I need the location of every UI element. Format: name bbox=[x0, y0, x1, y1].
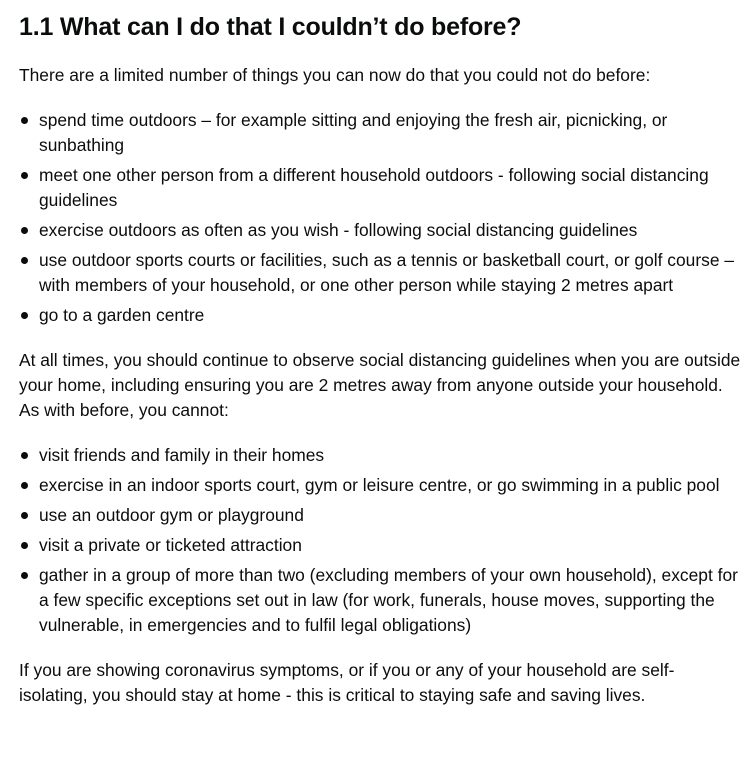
list-item bbox=[19, 503, 741, 528]
list-item bbox=[19, 303, 741, 328]
list-item bbox=[19, 108, 741, 158]
intro-paragraph: There are a limited number of things you can now do that you could not do before: bbox=[19, 65, 651, 85]
closing-paragraph: If you are showing coronavirus symptoms, or if you or any of your household are self-isolating, you should stay at home - this is critical to staying safe and saving lives. bbox=[19, 660, 675, 705]
section-heading: 1.1 What can I do that I couldn’t do before? bbox=[19, 13, 522, 41]
social-distancing-paragraph: At all times, you should continue to observe social distancing guidelines when you are outside your home, including ensuring you are 2 metres away from anyone outside your household. As with before, you cannot: bbox=[19, 350, 741, 420]
bullet-icon bbox=[21, 117, 28, 124]
list-item bbox=[19, 163, 741, 213]
bullet-icon bbox=[21, 512, 28, 519]
list-item-text: use an outdoor gym or playground bbox=[39, 505, 304, 525]
list-item-text: exercise outdoors as often as you wish - following social distancing guidelines bbox=[39, 220, 638, 240]
cannot-do-list bbox=[19, 443, 741, 638]
list-item bbox=[19, 563, 741, 638]
list-item-text: gather in a group of more than two (excluding members of your own household), except for a few specific exceptions set out in law (for work, funerals, house moves, supporting the vulnerable, in emergencies and to fulfil legal obligations) bbox=[39, 565, 738, 635]
bullet-icon bbox=[21, 227, 28, 234]
bullet-icon bbox=[21, 482, 28, 489]
list-item-text: use outdoor sports courts or facilities, such as a tennis or basketball court, or golf course – with members of your household, or one other person while staying 2 metres apart bbox=[39, 250, 735, 295]
list-item-text: visit a private or ticketed attraction bbox=[39, 535, 302, 555]
list-item bbox=[19, 248, 741, 298]
guidance-section bbox=[19, 8, 741, 708]
list-item bbox=[19, 473, 741, 498]
list-item-text: spend time outdoors – for example sitting and enjoying the fresh air, picnicking, or sunbathing bbox=[39, 110, 668, 155]
list-item bbox=[19, 533, 741, 558]
list-item bbox=[19, 218, 741, 243]
can-do-list bbox=[19, 108, 741, 328]
bullet-icon bbox=[21, 257, 28, 264]
list-item bbox=[19, 443, 741, 468]
list-item-text: visit friends and family in their homes bbox=[39, 445, 325, 465]
bullet-icon bbox=[21, 452, 28, 459]
bullet-icon bbox=[21, 172, 28, 179]
list-item-text: exercise in an indoor sports court, gym or leisure centre, or go swimming in a public pool bbox=[39, 475, 720, 495]
bullet-icon bbox=[21, 542, 28, 549]
list-item-text: go to a garden centre bbox=[39, 305, 205, 325]
bullet-icon bbox=[21, 312, 28, 319]
list-item-text: meet one other person from a different household outdoors - following social distancing guidelines bbox=[39, 165, 709, 210]
bullet-icon bbox=[21, 572, 28, 579]
